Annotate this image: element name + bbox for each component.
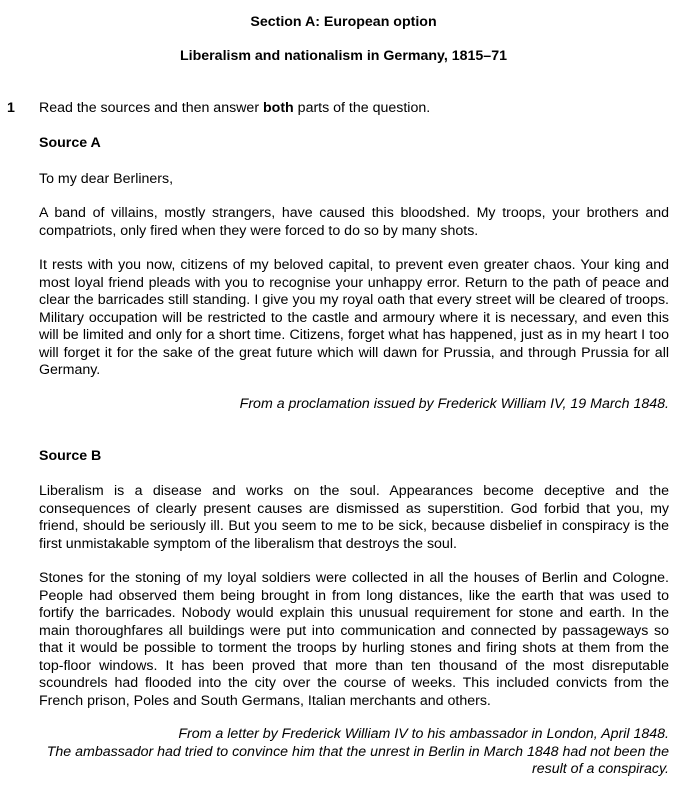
- question-number: 1: [7, 100, 15, 116]
- source-a-label: Source A: [39, 135, 101, 151]
- source-b-attribution-line-1: From a letter by Frederick William IV to his ambassador in London, April 1848.: [178, 726, 669, 742]
- source-a-paragraph-1: A band of villains, mostly strangers, have caused this bloodshed. My troops, your brothers and compatriots, only fired when they were forced to do so by many shots.: [39, 205, 669, 239]
- instruction-emphasis: both: [263, 100, 294, 116]
- source-b-paragraph-1: Liberalism is a disease and works on the soul. Appearances become deceptive and the consequences of clearly present causes are dismissed as superstition. God forbid that you, my friend, should be seriously ill. But you seem to me to be sick, because disbelief in conspiracy is the first unmistakable symptom of the liberalism that destroys the soul.: [39, 483, 669, 552]
- source-b-paragraph-2: Stones for the stoning of my loyal soldiers were collected in all the houses of Berlin and Cologne. People had observed them being brought in from long distances, like the earth that was used to fortify the barricades. Nobody would explain this unusual requirement for stone and earth. In the main thoroughfares all buildings were put into communication and connected by passageways so that it would be possible to torment the troops by hurling stones and firing shots at them from the top-floor windows. It has been proved that more than ten thousand of the most disreputable scoundrels had flooded into the city over the course of weeks. This included convicts from the French prison, Poles and South Germans, Italian merchants and others.: [39, 570, 669, 709]
- source-a-paragraph-2: It rests with you now, citizens of my beloved capital, to prevent even greater chaos. Your king and most loyal friend pleads with you to recognise your unhappy error. Return to the path of peace and clear the barricades still standing. I give you my royal oath that every street will be cleared of troops. Military occupation will be restricted to the castle and armoury where it is necessary, and even this will be limited and only for a short time. Citizens, forget what has happened, just as in my heart I too will forget it for the sake of the great future which will dawn for Prussia, and through Prussia for all Germany.: [39, 257, 669, 378]
- paper-title: Liberalism and nationalism in Germany, 1815–71: [180, 48, 507, 64]
- instruction-text-end: parts of the question.: [293, 100, 431, 116]
- source-b-label: Source B: [39, 448, 102, 464]
- source-b-attribution: [20, 726, 669, 779]
- section-title: Section A: European option: [250, 14, 437, 30]
- instruction-text-start: Read the sources and then answer: [39, 100, 263, 116]
- source-b-attribution-line-2: The ambassador had tried to convince him that the unrest in Berlin in March 1848 had not been the result of a conspiracy.: [46, 743, 669, 777]
- source-a-greeting: To my dear Berliners,: [39, 171, 174, 187]
- source-a-attribution: From a proclamation issued by Frederick William IV, 19 March 1848.: [239, 396, 669, 412]
- question-instruction: [39, 100, 669, 118]
